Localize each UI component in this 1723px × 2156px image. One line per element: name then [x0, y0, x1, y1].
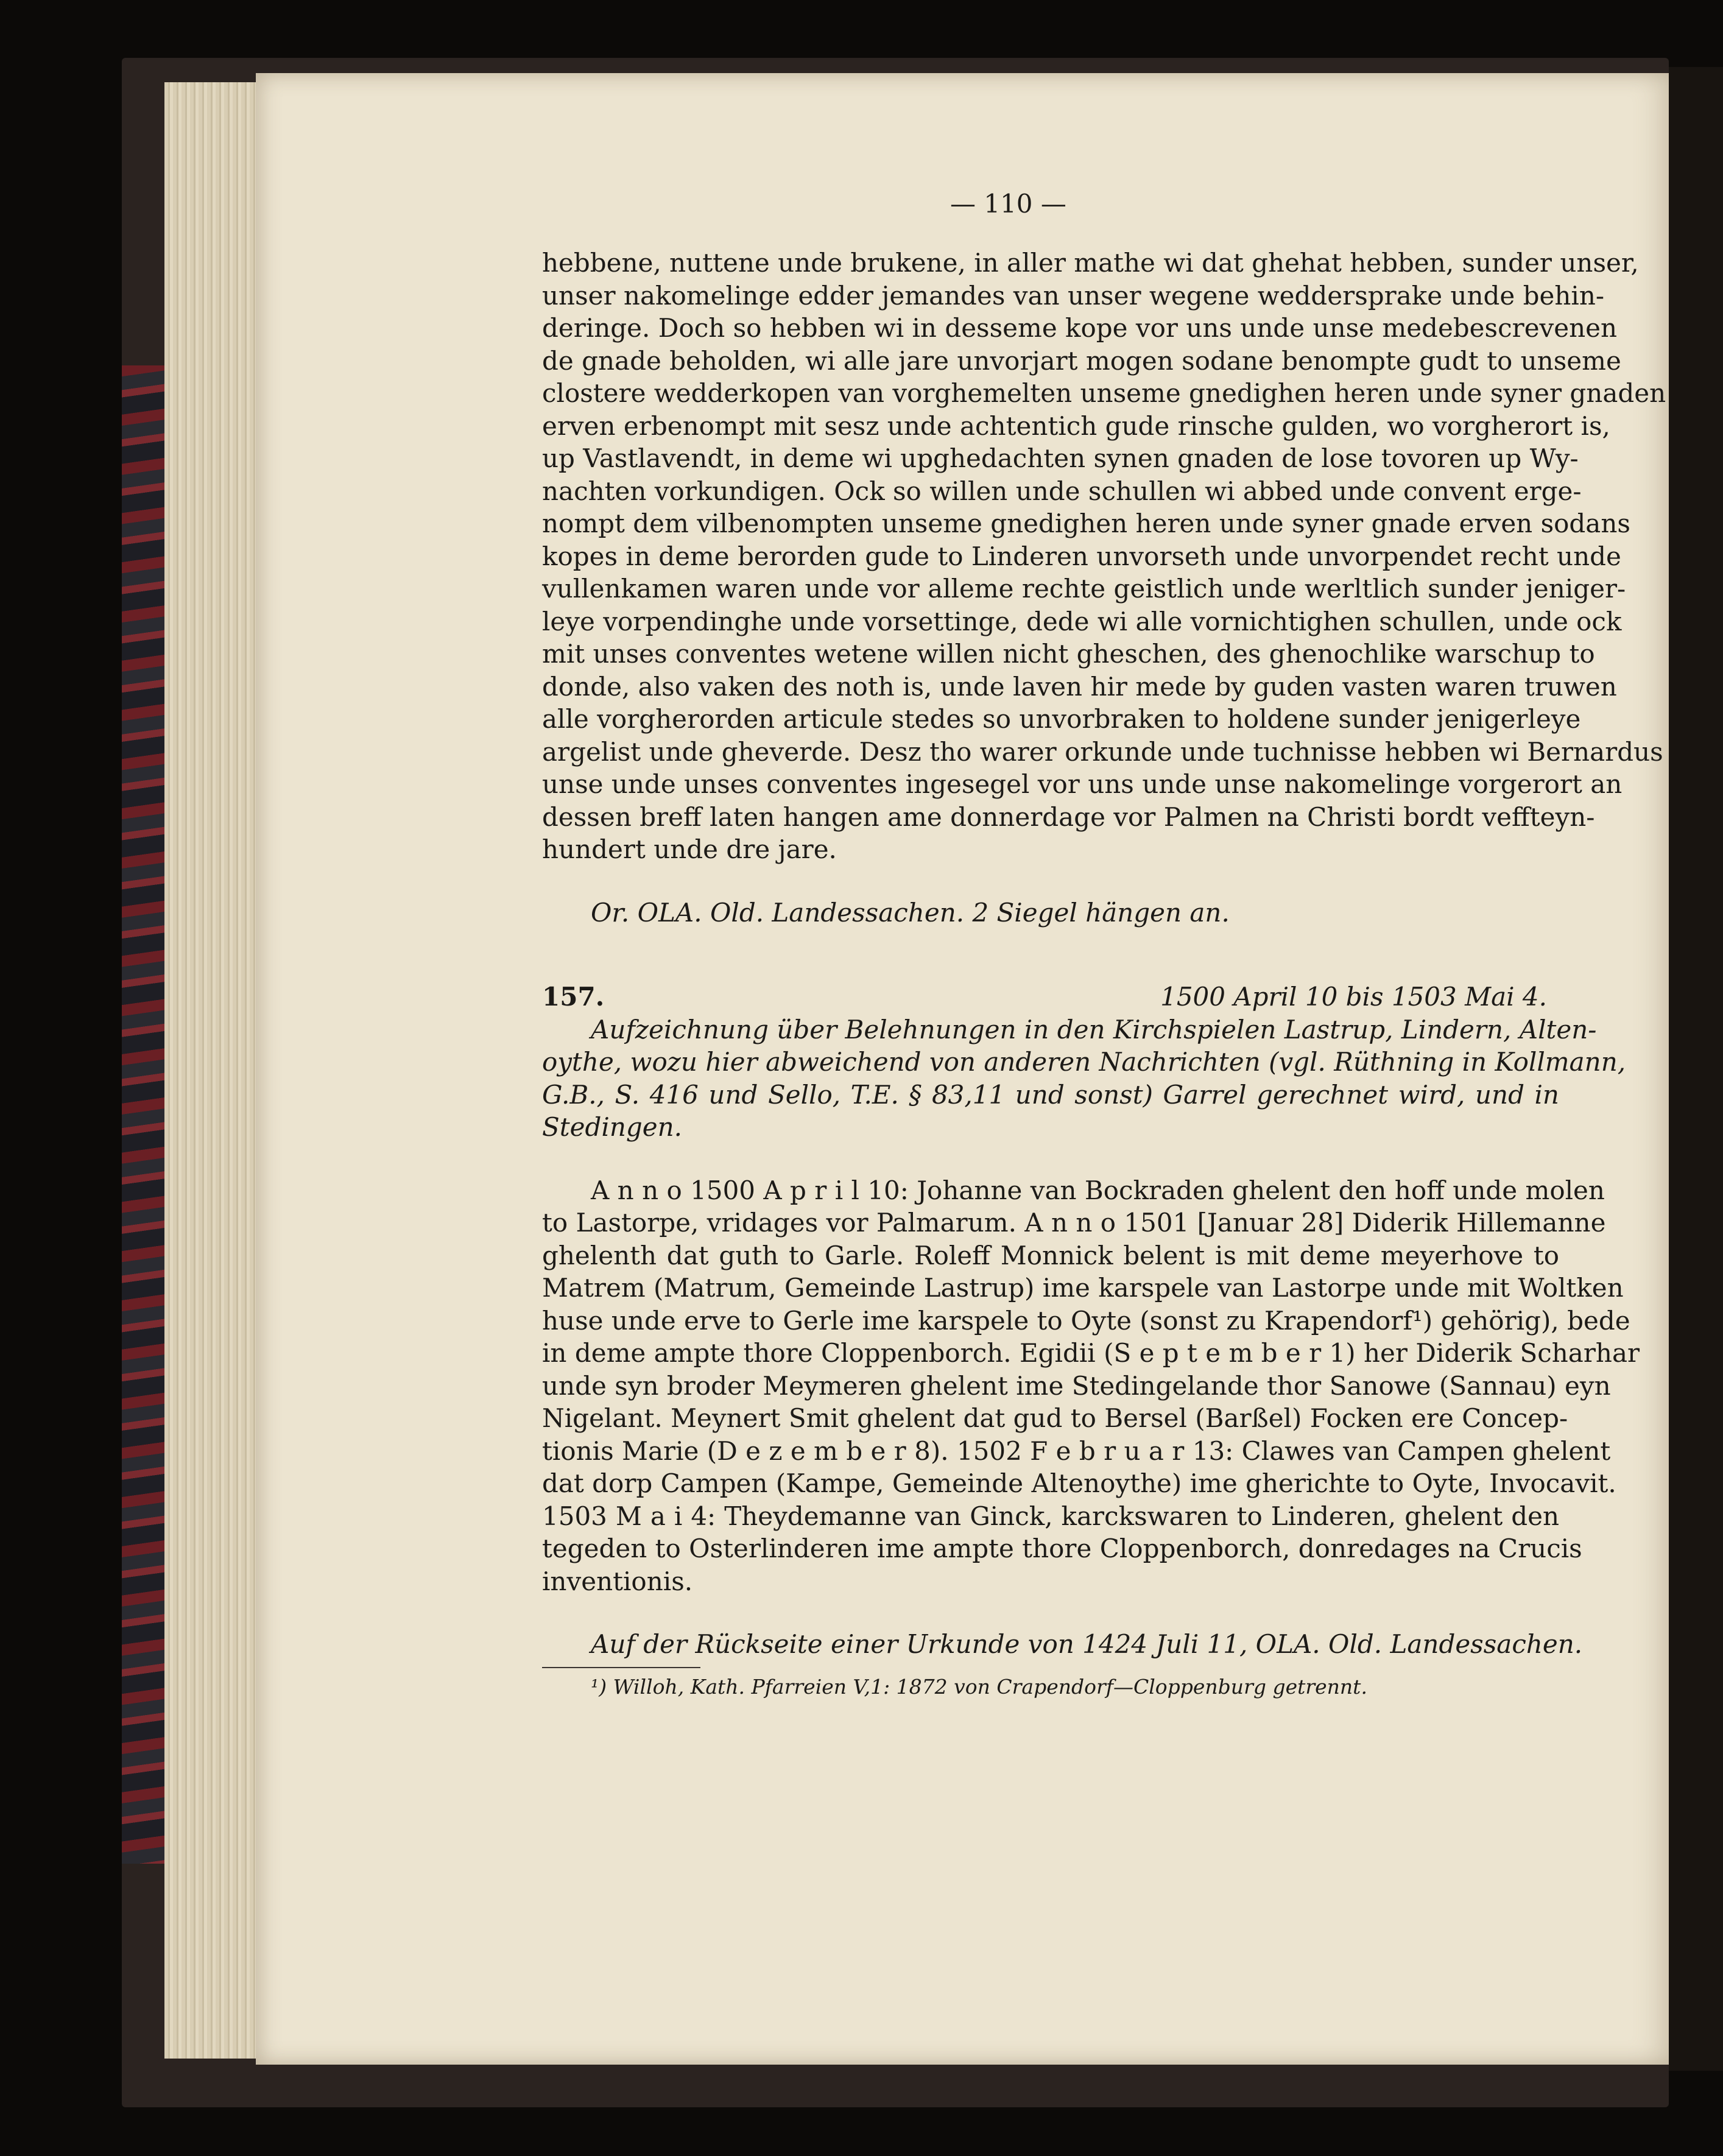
text-line: dat dorp Campen (Kampe, Gemeinde Altenoythe) ime gherichte to Oyte, Invocavit.: [542, 1468, 1616, 1498]
summary-line: oythe, wozu hier abweichend von anderen Nachrichten (vgl. Rüthning in Kollmann,: [542, 1047, 1626, 1077]
right-dark-edge: [1669, 67, 1723, 2071]
footnote-divider: [542, 1667, 700, 1668]
text-line: nachten vorkundigen. Ock so willen unde schullen wi abbed unde convent erge-: [542, 476, 1582, 506]
source-note: Auf der Rückseite einer Urkunde von 1424 Juli 11, OLA. Old. Landessachen.: [591, 1629, 1583, 1659]
document-summary: [542, 1013, 1626, 1144]
text-line: up Vastlavendt, in deme wi upghedachten synen gnaden de lose tovoren up Wy-: [542, 443, 1579, 473]
text-line: unser nakomelinge edder jemandes van unser wegene weddersprake unde behin-: [542, 280, 1605, 311]
text-line: de gnade beholden, wi alle jare unvorjart mogen sodane benompte gudt to unseme: [542, 345, 1621, 376]
page-text: [542, 189, 1666, 1700]
document-header: [542, 981, 1559, 1013]
summary-line: G.B., S. 416 und Sello, T.E. § 83,11 und sonst) Garrel gerechnet wird, und in: [542, 1079, 1559, 1110]
text-line: leye vorpendinghe unde vorsettinge, dede wi alle vornichtighen schullen, unde ock: [542, 606, 1622, 636]
text-line: deringe. Doch so hebben wi in desseme kope vor uns unde unse medebescrevenen: [542, 313, 1618, 343]
summary-line: Aufzeichnung über Belehnungen in den Kirchspielen Lastrup, Lindern, Alten-: [591, 1014, 1597, 1045]
text-line: inventionis.: [542, 1566, 693, 1596]
text-line: unse unde unses conventes ingesegel vor uns unde unse nakomelinge vorgerort an: [542, 769, 1623, 799]
text-line: argelist unde gheverde. Desz tho warer orkunde unde tuchnisse hebben wi Bernardus: [542, 736, 1663, 767]
text-line: Nigelant. Meynert Smit ghelent dat gud to Bersel (Barßel) Focken ere Concep-: [542, 1403, 1568, 1433]
text-line: mit unses conventes wetene willen nicht gheschen, des ghenochlike warschup to: [542, 639, 1595, 669]
page-number: — 110 —: [950, 189, 1066, 219]
text-line: kopes in deme berorden gude to Linderen unvorseth unde unvorpendet recht unde: [542, 541, 1621, 571]
document-number: 157.: [542, 982, 605, 1012]
page-stack-edge: [164, 82, 256, 2059]
text-line: vullenkamen waren unde vor alleme rechte geistlich unde werltlich sunder jeniger-: [542, 574, 1626, 604]
summary-line: Stedingen.: [542, 1112, 683, 1142]
text-line: 1503 M a i 4: Theydemanne van Ginck, karckswaren to Linderen, ghelent den: [542, 1501, 1559, 1531]
text-line: tegeden to Osterlinderen ime ampte thore Cloppenborch, donredages na Crucis: [542, 1534, 1582, 1563]
footnote: ¹) Willoh, Kath. Pfarreien V,1: 1872 von Crapendorf—Cloppenburg getrennt.: [591, 1674, 1367, 1699]
document-body: [542, 1174, 1640, 1598]
paragraph-continuation: [542, 247, 1666, 866]
text-line: hundert unde dre jare.: [542, 834, 837, 864]
text-line: unde syn broder Meymeren ghelent ime Stedingelande thor Sanowe (Sannau) eyn: [542, 1370, 1611, 1401]
text-line: dessen breff laten hangen ame donnerdage vor Palmen na Christi bordt veffteyn-: [542, 801, 1595, 832]
text-line: to Lastorpe, vridages vor Palmarum. A n n o 1501 [Januar 28] Diderik Hillemanne: [542, 1208, 1606, 1238]
text-line: A n n o 1500 A p r i l 10: Johanne van Bockraden ghelent den hoff unde molen: [591, 1175, 1605, 1205]
text-line: donde, also vaken des noth is, unde laven hir mede by guden vasten waren truwen: [542, 671, 1617, 702]
text-line: tionis Marie (D e z e m b e r 8). 1502 F e b r u a r 13: Clawes van Campen ghelent: [542, 1436, 1611, 1466]
document-date: 1500 April 10 bis 1503 Mai 4.: [1160, 982, 1547, 1012]
text-line: alle vorgherorden articule stedes so unvorbraken to holdene sunder jenigerleye: [542, 704, 1581, 734]
text-line: nompt dem vilbenompten unseme gnedighen heren unde syner gnade erven sodans: [542, 509, 1630, 538]
text-line: huse unde erve to Gerle ime karspele to Oyte (sonst zu Krapendorf¹) gehörig), bede: [542, 1305, 1630, 1336]
marbled-endpaper: [122, 365, 167, 1864]
text-line: clostere wedderkopen van vorghemelten unseme gnedighen heren unde syner gnaden: [542, 378, 1666, 408]
text-line: in deme ampte thore Cloppenborch. Egidii (S e p t e m b e r 1) her Diderik Scharhar: [542, 1338, 1640, 1368]
source-note: Or. OLA. Old. Landessachen. 2 Siegel hängen an.: [591, 897, 1230, 928]
text-line: erven erbenompt mit sesz unde achtentich gude rinsche gulden, wo vorgherort is,: [542, 410, 1610, 441]
text-line: Matrem (Matrum, Gemeinde Lastrup) ime karspele van Lastorpe unde mit Woltken: [542, 1273, 1624, 1303]
text-line: hebbene, nuttene unde brukene, in aller mathe wi dat ghehat hebben, sunder unser,: [542, 248, 1639, 278]
text-line: ghelenth dat guth to Garle. Roleff Monnick belent is mit deme meyerhove to: [542, 1240, 1559, 1270]
